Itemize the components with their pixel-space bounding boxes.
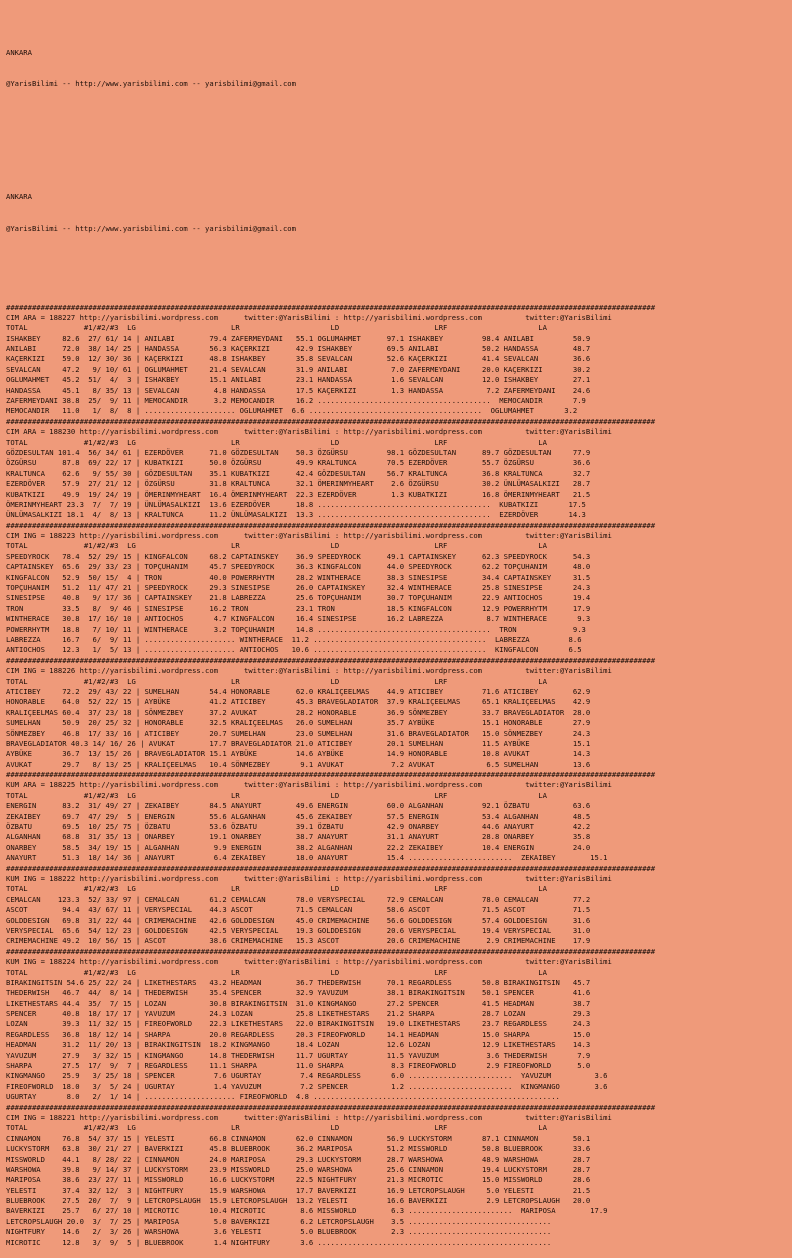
horse-row: LETCROPSLAUGH 20.0 3/ 7/ 25 | MARIPOSA 5.0 BAVERKIZI 6.2 LETCROPSLAUGH 3.5 ................................. — [6, 1216, 552, 1226]
race-section — [6, 864, 786, 947]
column-header-line: TOTAL #1/#2/#3 LG LR LD LRF LA — [6, 541, 547, 551]
horse-row: CINNAMON 76.8 54/ 37/ 15 | YELESTI 66.8 CINNAMON 62.0 CINNAMON 56.9 LUCKYSTORM 87.1 CINNAMON 50.1 — [6, 1133, 591, 1143]
horse-row: KAÇERKIZI 59.0 12/ 30/ 36 | KAÇERKIZI 48.8 ISHAKBEY 35.8 SEVALCAN 52.6 KAÇERKIZI 41.4 SEVALCAN 36.6 — [6, 354, 591, 364]
horse-row: BLUEBROOK 27.5 20/ 7/ 9 | LETCROPSLAUGH 15.9 LETCROPSLAUGH 13.2 YELESTI 16.6 BAVERKIZI 2.9 LETCROPSLAUGH 20.0 — [6, 1196, 591, 1206]
horse-row: MEMOCANDIR 11.0 1/ 8/ 8 | ..................... OGLUMAHMET 6.6 ........................................ OGLUMAHMET 3.2 — [6, 406, 578, 416]
horse-row: ALGANHAN 68.8 31/ 35/ 13 | ONARBEY 19.1 ONARBEY 38.7 ANAYURT 31.1 ANAYURT 28.8 ONARBEY 35.8 — [6, 832, 591, 842]
column-header-line: TOTAL #1/#2/#3 LG LR LD LRF LA — [6, 676, 547, 686]
horse-row: CRIMEMACHINE 49.2 10/ 56/ 15 | ASCOT 38.6 CRIMEMACHINE 15.3 ASCOT 20.6 CRIMEMACHINE 2.9 CRIMEMACHINE 17.9 — [6, 936, 591, 946]
city-title: ANKARA — [6, 47, 32, 57]
horse-row: LIKETHESTARS 44.4 35/ 7/ 15 | LOZAN 30.8 BIRAKINGITSIN 31.0 KINGMANGO 27.2 SPENCER 41.5 HEADMAN 38.7 — [6, 998, 591, 1008]
race-header-line: KUM ARA = 188225 http://yarisbilimi.wordpress.com twitter:@YarisBilimi : http://yarisbilimi.wordpress.com twitter:@YarisBilimi — [6, 780, 612, 790]
column-header-line: TOTAL #1/#2/#3 LG LR LD LRF LA — [6, 1123, 547, 1133]
horse-row: ATICIBEY 72.2 29/ 43/ 22 | SUMELHAN 54.4 HONORABLE 62.0 KRALIÇEELMAS 44.9 ATICIBEY 71.6 ATICIBEY 62.9 — [6, 686, 591, 696]
column-header-line: TOTAL #1/#2/#3 LG LR LD LRF LA — [6, 437, 547, 447]
horse-row: AVUKAT 29.7 8/ 13/ 25 | KRALIÇEELMAS 10.4 SÖNMEZBEY 9.1 AVUKAT 7.2 AVUKAT 6.5 SUMELHAN 13.6 — [6, 759, 591, 769]
horse-row: VERYSPECIAL 65.6 54/ 12/ 23 | GOLDDESIGN 42.5 VERYSPECIAL 19.3 GOLDDESIGN 20.6 VERYSPECIAL 19.4 VERYSPECIAL 31.0 — [6, 925, 591, 935]
horse-row: MICROTIC 12.8 3/ 9/ 5 | BLUEBROOK 1.4 NIGHTFURY 3.6 ...................................................... — [6, 1237, 552, 1247]
horse-row: HANDASSA 45.1 8/ 35/ 13 | SEVALCAN 4.8 HANDASSA 17.5 KAÇERKIZI 1.3 HANDASSA 7.2 ZAFERMEYDANI 24.6 — [6, 385, 591, 395]
horse-row: KRALIÇEELMAS 60.4 37/ 23/ 18 | SÖNMEZBEY 37.2 AVUKAT 28.2 HONORABLE 36.9 SÖNMEZBEY 33.7 BRAVEGLADIATOR 28.0 — [6, 707, 591, 717]
horse-row: POWERRHYTM 18.8 7/ 10/ 11 | WINTHERACE 3.2 TOPÇUHANIM 14.8 ........................................ TRON 9.3 — [6, 624, 586, 634]
separator-rule: ###################################################################################################################################################### — [6, 946, 656, 956]
horse-row: LUCKYSTORM 63.8 30/ 21/ 27 | BAVERKIZI 45.8 BLUEBROOK 36.2 MARIPOSA 51.2 MISSWORLD 50.8 BLUEBROOK 33.6 — [6, 1144, 591, 1154]
horse-row: KUBATKIZI 49.9 19/ 24/ 19 | ÖMERINMYHEART 16.4 ÖMERINMYHEART 22.3 EZERDÖVER 1.3 KUBATKIZI 16.8 ÖMERINMYHEART 21.5 — [6, 489, 591, 499]
contact-line: @YarisBilimi -- http://www.yarisbilimi.com -- yarisbilimi@gmail.com — [6, 78, 296, 88]
horse-row: SUMELHAN 50.9 20/ 25/ 32 | HONORABLE 32.5 KRALIÇEELMAS 26.0 SUMELHAN 35.7 AYBÜKE 15.1 HONORABLE 27.9 — [6, 718, 591, 728]
horse-row: CEMALCAN 123.3 52/ 33/ 97 | CEMALCAN 61.2 CEMALCAN 78.0 VERYSPECIAL 72.9 CEMALCAN 78.0 CEMALCAN 77.2 — [6, 894, 591, 904]
horse-row: LOZAN 39.3 11/ 32/ 15 | FIREOFWORLD 22.3 LIKETHESTARS 22.0 BIRAKINGITSIN 19.0 LIKETHESTARS 23.7 REGARDLESS 24.3 — [6, 1019, 591, 1029]
race-section — [6, 656, 786, 770]
header-block-2 — [6, 172, 786, 255]
race-section — [6, 770, 786, 864]
contact-line: @YarisBilimi -- http://www.yarisbilimi.com -- yarisbilimi@gmail.com — [6, 223, 296, 233]
race-section — [6, 1103, 786, 1248]
horse-row: ANAYURT 51.3 18/ 14/ 36 | ANAYURT 6.4 ZEKAIBEY 18.0 ANAYURT 15.4 ........................ ZEKAIBEY 15.1 — [6, 853, 608, 863]
horse-row: BIRAKINGITSIN 54.6 25/ 22/ 24 | LIKETHESTARS 43.2 HEADMAN 36.7 THEDERWISH 70.1 REGARDLESS 50.8 BIRAKINGITSIN 45.7 — [6, 977, 591, 987]
horse-row: NIGHTFURY 14.6 2/ 3/ 26 | WARSHOWA 3.6 YELESTI 5.0 BLUEBROOK 2.3 ................................. — [6, 1227, 552, 1237]
horse-row: THEDERWISH 46.7 44/ 8/ 14 | THEDERWISH 35.4 SPENCER 32.9 YAVUZUM 38.1 BIRAKINGITSIN 50.1 SPENCER 41.6 — [6, 988, 591, 998]
horse-row: SHARPA 27.5 17/ 9/ 7 | REGARDLESS 11.1 SHARPA 11.0 SHARPA 8.3 FIREOFWORLD 2.9 FIREOFWORLD 5.0 — [6, 1061, 591, 1071]
horse-row: KINGMANGO 25.9 3/ 25/ 18 | SPENCER 7.6 UGURTAY 7.4 REGARDLESS 6.0 ........................ YAVUZUM 3.6 — [6, 1071, 608, 1081]
horse-row: BRAVEGLADIATOR 40.3 14/ 16/ 26 | AVUKAT 17.7 BRAVEGLADIATOR 21.0 ATICIBEY 20.1 SUMELHAN 11.5 AYBÜKE 15.1 — [6, 738, 591, 748]
horse-row: ÖZGÜRSU 87.8 69/ 22/ 17 | KUBATKIZI 50.0 ÖZGÜRSU 49.9 KRALTUNCA 70.5 EZERDÖVER 55.7 ÖZGÜRSU 36.6 — [6, 458, 591, 468]
horse-row: ANTIOCHOS 12.3 1/ 5/ 13 | ..................... ANTIOCHOS 10.6 ........................................ KINGFALCON 6.5 — [6, 645, 582, 655]
horse-row: LABREZZA 16.7 6/ 9/ 11 | ..................... WINTHERACE 11.2 ........................................ LABREZZA 8.6 — [6, 635, 582, 644]
horse-row: TOPÇUHANIM 51.2 11/ 47/ 21 | SPEEDYROCK 29.3 SINESIPSE 26.0 CAPTAINSKEY 32.4 WINTHERACE 25.8 SINESIPSE 24.3 — [6, 583, 591, 593]
horse-row: WARSHOWA 39.8 9/ 14/ 37 | LUCKYSTORM 23.9 MISSWORLD 25.0 WARSHOWA 25.6 CINNAMON 19.4 LUCKYSTORM 28.7 — [6, 1164, 591, 1174]
horse-row: ÜNLÜMASALKIZI 18.1 4/ 8/ 13 | KRALTUNCA 11.2 ÜNLÜMASALKIZI 13.3 ........................................ EZERDÖVER 14.3 — [6, 510, 586, 520]
horse-row: ZAFERMEYDANI 38.8 25/ 9/ 11 | MEMOCANDIR 3.2 MEMOCANDIR 16.2 ........................................ MEMOCANDIR 7.9 — [6, 396, 586, 406]
horse-row: TRON 33.5 8/ 9/ 46 | SINESIPSE 16.2 TRON 23.1 TRON 18.5 KINGFALCON 12.9 POWERRHYTM 17.9 — [6, 603, 591, 613]
horse-row: ENERGIN 83.2 31/ 49/ 27 | ZEKAIBEY 84.5 ANAYURT 49.6 ENERGIN 60.0 ALGANHAN 92.1 ÖZBATU 63.6 — [6, 801, 591, 811]
race-section — [6, 303, 786, 417]
horse-row: KRALTUNCA 62.6 9/ 55/ 30 | GÖZDESULTAN 35.1 KUBATKIZI 42.4 GÖZDESULTAN 56.7 KRALTUNCA 36.8 KRALTUNCA 32.7 — [6, 468, 591, 478]
city-title: ANKARA — [6, 192, 32, 202]
horse-row: GÖZDESULTAN 101.4 56/ 34/ 61 | EZERDÖVER 71.0 GÖZDESULTAN 50.3 ÖZGÜRSU 98.1 GÖZDESULTAN 89.7 GÖZDESULTAN 77.9 — [6, 447, 591, 457]
column-header-line: TOTAL #1/#2/#3 LG LR LD LRF LA — [6, 323, 547, 333]
race-header-line: CIM ING = 188226 http://yarisbilimi.wordpress.com twitter:@YarisBilimi : http://yarisbilimi.wordpress.com twitter:@YarisBilimi — [6, 666, 612, 676]
race-header-line: KUM ING = 188224 http://yarisbilimi.wordpress.com twitter:@YarisBilimi : http://yarisbilimi.wordpress.com twitter:@YarisBilimi — [6, 957, 612, 967]
column-header-line: TOTAL #1/#2/#3 LG LR LD LRF LA — [6, 967, 547, 977]
horse-row: FIREOFWORLD 18.0 3/ 5/ 24 | UGURTAY 1.4 YAVUZUM 7.2 SPENCER 1.2 ........................ KINGMANGO 3.6 — [6, 1081, 608, 1091]
race-header-line: KUM ING = 188222 http://yarisbilimi.wordpress.com twitter:@YarisBilimi : http://yarisbilimi.wordpress.com twitter:@YarisBilimi — [6, 873, 612, 883]
horse-row: HEADMAN 31.2 11/ 20/ 13 | BIRAKINGITSIN 18.2 KINGMANGO 18.4 LOZAN 12.6 LOZAN 12.9 LIKETHESTARS 14.3 — [6, 1040, 591, 1050]
horse-row: AYBÜKE 36.7 13/ 15/ 26 | BRAVEGLADIATOR 15.1 AYBÜKE 14.6 AYBÜKE 14.9 HONORABLE 10.8 AVUKAT 14.3 — [6, 749, 591, 759]
race-header-line: CIM ARA = 188230 http://yarisbilimi.wordpress.com twitter:@YarisBilimi : http://yarisbilimi.wordpress.com twitter:@YarisBilimi — [6, 427, 612, 437]
horse-row: CAPTAINSKEY 65.6 29/ 33/ 23 | TOPÇUHANIM 45.7 SPEEDYROCK 36.3 KINGFALCON 44.0 SPEEDYROCK 62.2 TOPÇUHANIM 48.0 — [6, 562, 591, 572]
separator-rule: ###################################################################################################################################################### — [6, 416, 656, 426]
horse-row: SINESIPSE 40.8 9/ 17/ 36 | CAPTAINSKEY 21.8 LABREZZA 25.6 TOPÇUHANIM 30.7 TOPÇUHANIM 22.9 ANTIOCHOS 19.4 — [6, 593, 591, 603]
horse-row: WINTHERACE 30.8 17/ 16/ 10 | ANTIOCHOS 4.7 KINGFALCON 16.4 SINESIPSE 16.2 LABREZZA 8.7 WINTHERACE 9.3 — [6, 614, 591, 624]
separator-rule: ###################################################################################################################################################### — [6, 302, 656, 312]
header-block-1 — [6, 27, 786, 110]
column-header-line: TOTAL #1/#2/#3 LG LR LD LRF LA — [6, 790, 547, 800]
race-header-line: CIM ING = 188221 http://yarisbilimi.wordpress.com twitter:@YarisBilimi : http://yarisbilimi.wordpress.com twitter:@YarisBilimi — [6, 1112, 612, 1122]
horse-row: SEVALCAN 47.2 9/ 10/ 61 | OGLUMAHMET 21.4 SEVALCAN 31.9 ANILABI 7.0 ZAFERMEYDANI 20.0 KAÇERKIZI 30.2 — [6, 364, 591, 374]
race-header-line: CIM ARA = 188227 http://yarisbilimi.wordpress.com twitter:@YarisBilimi : http://yarisbilimi.wordpress.com twitter:@YarisBilimi — [6, 312, 612, 322]
horse-row: MARIPOSA 38.6 23/ 27/ 11 | MISSWORLD 16.6 LUCKYSTORM 22.5 NIGHTFURY 21.3 MICROTIC 15.0 MISSWORLD 28.6 — [6, 1175, 591, 1185]
horse-row: ASCOT 94.4 43/ 67/ 11 | VERYSPECIAL 44.3 ASCOT 71.5 CEMALCAN 58.6 ASCOT 71.5 ASCOT 71.5 — [6, 905, 591, 915]
horse-row: ÖZBATU 69.5 10/ 25/ 75 | ÖZBATU 53.6 ÖZBATU 39.1 ÖZBATU 42.9 ONARBEY 44.6 ANAYURT 42.2 — [6, 822, 591, 832]
race-section — [6, 521, 786, 656]
horse-row: YAVUZUM 27.9 3/ 32/ 15 | KINGMANGO 14.8 THEDERWISH 11.7 UGURTAY 11.5 YAVUZUM 3.6 THEDERWISH 7.9 — [6, 1050, 591, 1060]
horse-row: ÖMERINMYHEART 23.3 7/ 7/ 19 | ÜNLÜMASALKIZI 13.6 EZERDÖVER 18.8 ........................................ KUBATKIZI 17.5 — [6, 499, 586, 509]
separator-rule: ###################################################################################################################################################### — [6, 770, 656, 780]
horse-row: KINGFALCON 52.9 50/ 15/ 4 | TRON 40.0 POWERRHYTM 28.2 WINTHERACE 38.3 SINESIPSE 34.4 CAPTAINSKEY 31.5 — [6, 572, 591, 582]
horse-row: HONORABLE 64.0 52/ 22/ 15 | AYBÜKE 41.2 ATICIBEY 45.3 BRAVEGLADIATOR 37.9 KRALIÇEELMAS 65.1 KRALIÇEELMAS 42.9 — [6, 697, 591, 707]
horse-row: SPENCER 40.8 18/ 17/ 17 | YAVUZUM 24.3 LOZAN 25.8 LIKETHESTARS 21.2 SHARPA 28.7 LOZAN 29.3 — [6, 1009, 591, 1019]
race-header-line: CIM ING = 188223 http://yarisbilimi.wordpress.com twitter:@YarisBilimi : http://yarisbilimi.wordpress.com twitter:@YarisBilimi — [6, 531, 612, 541]
race-section — [6, 417, 786, 521]
horse-row: ONARBEY 58.5 34/ 19/ 15 | ALGANHAN 9.9 ENERGIN 38.2 ALGANHAN 22.2 ZEKAIBEY 10.4 ENERGIN 24.0 — [6, 842, 591, 852]
column-header-line: TOTAL #1/#2/#3 LG LR LD LRF LA — [6, 884, 547, 894]
horse-row: SÖNMEZBEY 46.8 17/ 33/ 16 | ATICIBEY 20.7 SUMELHAN 23.0 SUMELHAN 31.6 BRAVEGLADIATOR 15.0 SÖNMEZBEY 24.3 — [6, 728, 591, 738]
horse-row: UGURTAY 8.0 2/ 1/ 14 | ..................... FIREOFWORLD 4.8 ......................................................... — [6, 1092, 560, 1102]
separator-rule: ###################################################################################################################################################### — [6, 1102, 656, 1112]
horse-row: SPEEDYROCK 78.4 52/ 29/ 15 | KINGFALCON 68.2 CAPTAINSKEY 36.9 SPEEDYROCK 49.1 CAPTAINSKEY 62.3 SPEEDYROCK 54.3 — [6, 551, 591, 561]
horse-row: GOLDDESIGN 69.8 31/ 22/ 44 | CRIMEMACHINE 42.6 GOLDDESIGN 45.0 CRIMEMACHINE 56.6 GOLDDESIGN 57.4 GOLDDESIGN 31.6 — [6, 915, 591, 925]
race-section — [6, 947, 786, 1103]
race-sections — [6, 303, 786, 1249]
horse-row: ZEKAIBEY 69.7 47/ 29/ 5 | ENERGIN 55.6 ALGANHAN 45.6 ZEKAIBEY 57.5 ENERGIN 53.4 ALGANHAN 48.5 — [6, 811, 591, 821]
horse-row: REGARDLESS 36.8 18/ 12/ 14 | SHARPA 20.0 REGARDLESS 20.3 FIREOFWORLD 14.1 HEADMAN 15.0 SHARPA 15.0 — [6, 1029, 591, 1039]
horse-row: MISSWORLD 44.1 8/ 28/ 22 | CINNAMON 24.0 MARIPOSA 29.3 LUCKYSTORM 28.7 WARSHOWA 48.9 WARSHOWA 28.7 — [6, 1154, 591, 1164]
separator-rule: ###################################################################################################################################################### — [6, 520, 656, 530]
horse-row: YELESTI 37.4 32/ 12/ 3 | NIGHTFURY 15.9 WARSHOWA 17.7 BAVERKIZI 16.9 LETCROPSLAUGH 5.0 YELESTI 21.5 — [6, 1185, 591, 1195]
horse-row: ISHAKBEY 82.6 27/ 61/ 14 | ANILABI 79.4 ZAFERMEYDANI 55.1 OGLUMAHMET 97.1 ISHAKBEY 98.4 ANILABI 50.9 — [6, 333, 591, 343]
horse-row: EZERDÖVER 57.9 27/ 21/ 12 | ÖZGÜRSU 31.8 KRALTUNCA 32.1 ÖMERINMYHEART 2.6 ÖZGÜRSU 30.2 ÜNLÜMASALKIZI 28.7 — [6, 479, 591, 489]
separator-rule: ###################################################################################################################################################### — [6, 655, 656, 665]
horse-row: ANILABI 72.0 38/ 14/ 25 | HANDASSA 56.3 KAÇERKIZI 42.9 ISHAKBEY 69.5 ANILABI 50.2 HANDASSA 48.7 — [6, 344, 591, 354]
horse-row: BAVERKIZI 25.7 6/ 27/ 10 | MICROTIC 10.4 MICROTIC 8.6 MISSWORLD 6.3 ........................ MARIPOSA 17.9 — [6, 1206, 608, 1216]
separator-rule: ###################################################################################################################################################### — [6, 863, 656, 873]
horse-row: OGLUMAHMET 45.2 51/ 4/ 3 | ISHAKBEY 15.1 ANILABI 23.1 HANDASSA 1.6 SEVALCAN 12.0 ISHAKBEY 27.1 — [6, 375, 591, 385]
